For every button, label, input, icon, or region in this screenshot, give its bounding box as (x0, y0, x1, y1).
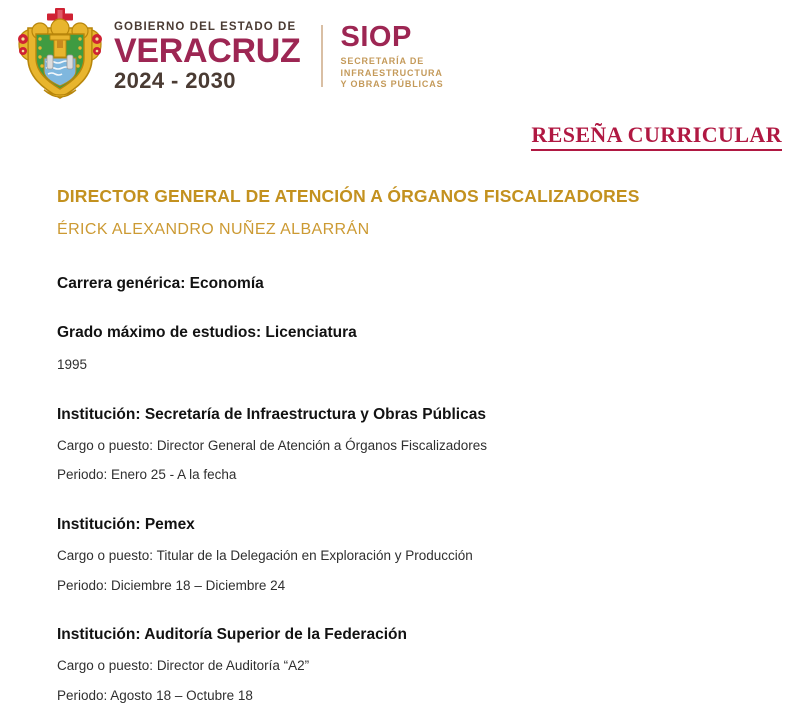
veracruz-coat-of-arms-icon (14, 6, 106, 106)
document-title: RESEÑA CURRICULAR (531, 122, 782, 151)
siop-logo (341, 21, 444, 92)
siop-subtitle-line-1: SECRETARÍA DE (340, 55, 425, 66)
institution-heading: Institución: Auditoría Superior de la Federación (57, 626, 407, 644)
period-line: Periodo: Enero 25 - A la fecha (57, 467, 237, 483)
siop-acronym: SIOP (340, 20, 412, 53)
veracruz-wordmark: VERACRUZ (114, 31, 301, 70)
role-title: DIRECTOR GENERAL DE ATENCIÓN A ÓRGANOS FISCALIZADORES (57, 186, 640, 206)
person-name: ÉRICK ALEXANDRO NUÑEZ ALBARRÁN (57, 220, 370, 238)
position-line: Cargo o puesto: Director de Auditoría “A2” (57, 658, 310, 674)
institution-heading: Institución: Pemex (57, 515, 195, 533)
position-line: Cargo o puesto: Titular de la Delegación en Exploración y Producción (57, 548, 473, 564)
curriculum-body (57, 186, 757, 704)
career-field: Carrera genérica: Economía (57, 274, 264, 292)
position-line: Cargo o puesto: Director General de Atención a Órganos Fiscalizadores (57, 437, 487, 453)
degree-field: Grado máximo de estudios: Licenciatura (57, 324, 357, 342)
siop-subtitle-line-2: INFRAESTRUCTURA (340, 67, 443, 78)
gobierno-veracruz-wordmark (114, 19, 301, 93)
degree-year: 1995 (57, 357, 88, 373)
gobierno-line: GOBIERNO DEL ESTADO DE (114, 21, 297, 34)
period-line: Periodo: Agosto 18 – Octubre 18 (57, 687, 253, 703)
siop-subtitle (341, 56, 444, 92)
administration-years: 2024 - 2030 (114, 67, 236, 93)
page-header (0, 0, 800, 112)
logo-divider (321, 25, 323, 87)
period-line: Periodo: Diciembre 18 – Diciembre 24 (57, 577, 286, 593)
siop-subtitle-line-3: Y OBRAS PÚBLICAS (340, 79, 444, 90)
institution-heading: Institución: Secretaría de Infraestructura y Obras Públicas (57, 405, 486, 423)
